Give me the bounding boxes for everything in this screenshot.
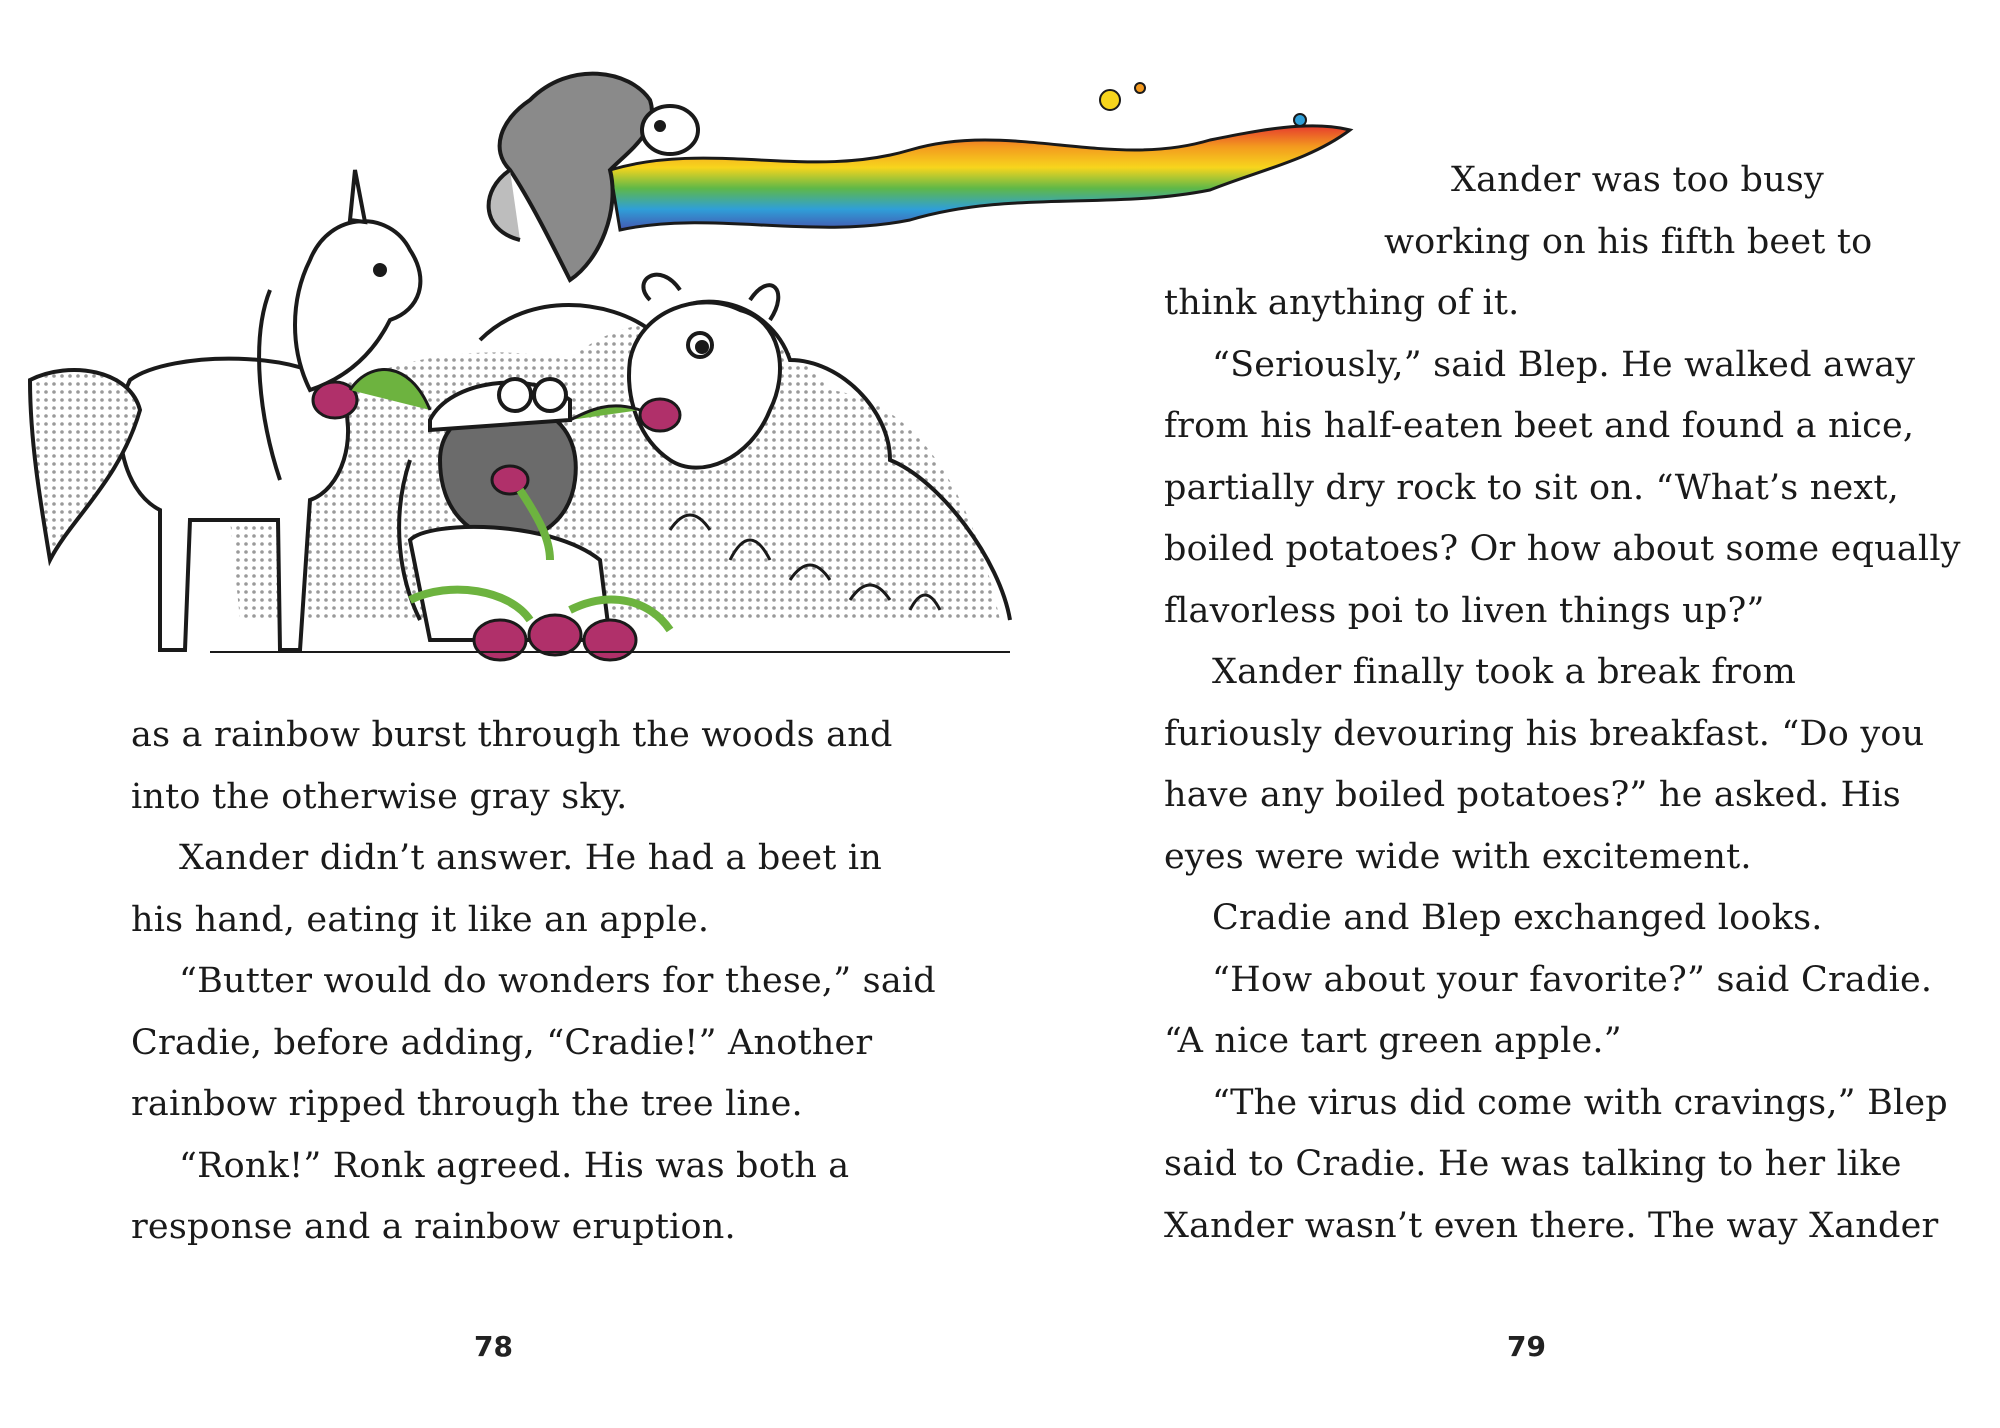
rainbow-droplet — [1135, 83, 1145, 93]
rainbow-droplet — [1294, 114, 1306, 126]
text-line: into the otherwise gray sky. — [131, 776, 628, 817]
text-line: said to Cradie. He was talking to her like — [1164, 1144, 1902, 1184]
text-line: “A nice tart green apple.” — [1164, 1021, 1622, 1061]
page-number-right: 79 — [1507, 1330, 1546, 1363]
text-line: think anything of it. — [1164, 283, 1520, 323]
paragraph — [131, 705, 931, 828]
text-line: as a rainbow burst through the woods and — [131, 715, 893, 755]
illustration-rainbow-beets — [10, 60, 1390, 700]
paragraph — [1164, 888, 1984, 950]
text-line: furiously devouring his breakfast. “Do you — [1164, 713, 1925, 754]
text-line: “Seriously,” said Blep. He walked away — [1212, 344, 1916, 385]
text-line: Xander finally took a break from — [1212, 652, 1797, 692]
rainbow-beam — [610, 126, 1350, 230]
text-line: his hand, eating it like an apple. — [131, 899, 710, 940]
text-line: Cradie, before adding, “Cradie!” Another — [131, 1022, 873, 1063]
text-line: have any boiled potatoes?” he asked. His — [1164, 775, 1901, 815]
text-line: from his half-eaten beet and found a nice, — [1164, 406, 1915, 446]
text-line: “Ronk!” Ronk agreed. His was both a — [179, 1145, 850, 1186]
paragraph — [131, 951, 936, 1136]
text-line: Xander wasn’t even there. The way Xander — [1164, 1205, 1939, 1246]
text-line: “How about your favorite?” said Cradie. — [1212, 959, 1933, 1000]
paragraph — [1164, 1073, 1984, 1258]
text-line: response and a rainbow eruption. — [131, 1207, 736, 1247]
text-line: partially dry rock to sit on. “What’s next, — [1164, 467, 1899, 508]
text-line: working on his fifth beet to — [1384, 221, 1873, 262]
text-line: “Butter would do wonders for these,” said — [179, 961, 936, 1001]
paragraph — [1164, 950, 1984, 1073]
text-line: “The virus did come with cravings,” Blep — [1212, 1082, 1948, 1123]
text-line: flavorless poi to liven things up?” — [1164, 590, 1765, 631]
beet — [529, 615, 581, 655]
left-page-text — [131, 705, 936, 1259]
paragraph — [131, 1136, 931, 1259]
text-line: eyes were wide with excitement. — [1164, 836, 1752, 877]
text-line: Xander didn’t answer. He had a beet in — [179, 838, 882, 878]
text-line: boiled potatoes? Or how about some equally — [1164, 529, 1961, 569]
beet — [474, 620, 526, 660]
beet — [584, 620, 636, 660]
rainbow-droplet — [1100, 90, 1120, 110]
paragraph — [131, 828, 931, 951]
text-line: Cradie and Blep exchanged looks. — [1212, 898, 1823, 938]
text-line: rainbow ripped through the tree line. — [131, 1084, 803, 1124]
text-line: Xander was too busy — [1451, 160, 1825, 200]
beet — [640, 399, 680, 431]
page-number-left: 78 — [474, 1330, 513, 1363]
